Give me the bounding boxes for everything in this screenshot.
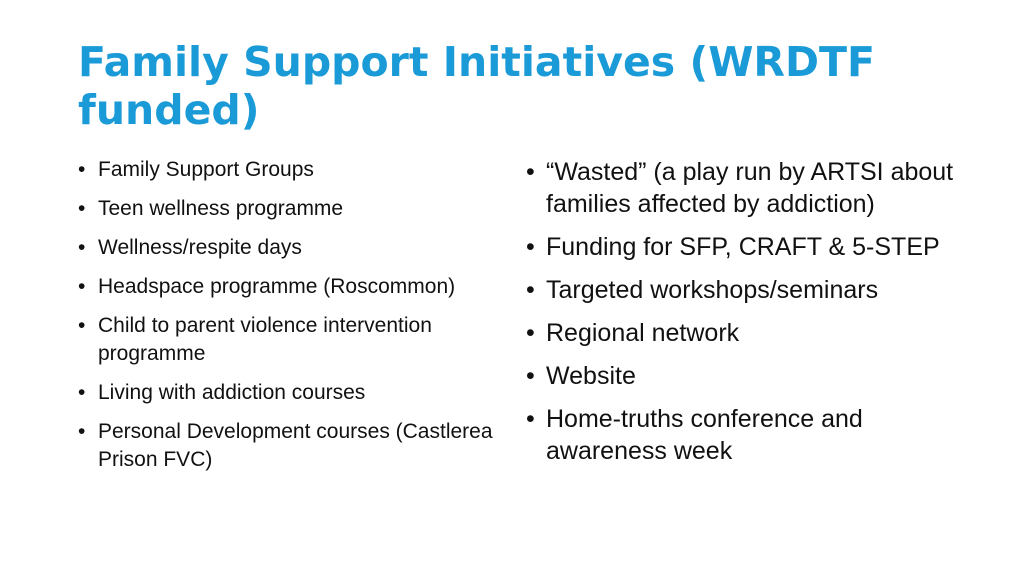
bullet-icon: •	[526, 362, 535, 390]
right-bullet-list	[526, 156, 966, 478]
bullet-icon: •	[78, 197, 86, 220]
bullet-icon: •	[78, 158, 86, 181]
list-item	[526, 403, 966, 467]
list-item	[78, 195, 508, 223]
bullet-icon: •	[526, 158, 535, 186]
bullet-icon: •	[526, 233, 535, 261]
list-item	[78, 312, 508, 368]
list-item	[526, 156, 966, 220]
list-item-text: “Wasted” (a play run by ARTSI about families affected by addiction)	[546, 158, 954, 218]
list-item	[78, 418, 508, 474]
bullet-icon: •	[78, 420, 86, 443]
list-item-text: Living with addiction courses	[98, 381, 366, 404]
list-item-text: Headspace programme (Roscommon)	[98, 275, 456, 298]
bullet-icon: •	[526, 276, 535, 304]
list-item-text: Targeted workshops/seminars	[546, 276, 879, 304]
list-item-text: Wellness/respite days	[98, 236, 302, 259]
list-item-text: Website	[546, 362, 636, 390]
list-item-text: Child to parent violence intervention programme	[98, 314, 432, 365]
list-item-text: Home-truths conference and awareness week	[546, 405, 863, 465]
bullet-icon: •	[526, 319, 535, 347]
bullet-icon: •	[78, 275, 86, 298]
list-item	[526, 360, 966, 392]
list-item	[526, 274, 966, 306]
list-item-text: Family Support Groups	[98, 158, 314, 181]
list-item-text: Funding for SFP, CRAFT & 5-STEP	[546, 233, 940, 261]
list-item	[526, 317, 966, 349]
bullet-icon: •	[78, 236, 86, 259]
list-item	[78, 234, 508, 262]
slide-title: Family Support Initiatives (WRDTF funded)	[78, 38, 875, 134]
left-bullet-list	[78, 156, 508, 485]
list-item-text: Personal Development courses (Castlerea Prison FVC)	[98, 420, 493, 471]
list-item-text: Teen wellness programme	[98, 197, 344, 220]
list-item	[526, 231, 966, 263]
bullet-icon: •	[78, 314, 86, 337]
list-item	[78, 156, 508, 184]
bullet-icon: •	[78, 381, 86, 404]
list-item	[78, 379, 508, 407]
list-item	[78, 273, 508, 301]
bullet-icon: •	[526, 405, 535, 433]
list-item-text: Regional network	[546, 319, 740, 347]
